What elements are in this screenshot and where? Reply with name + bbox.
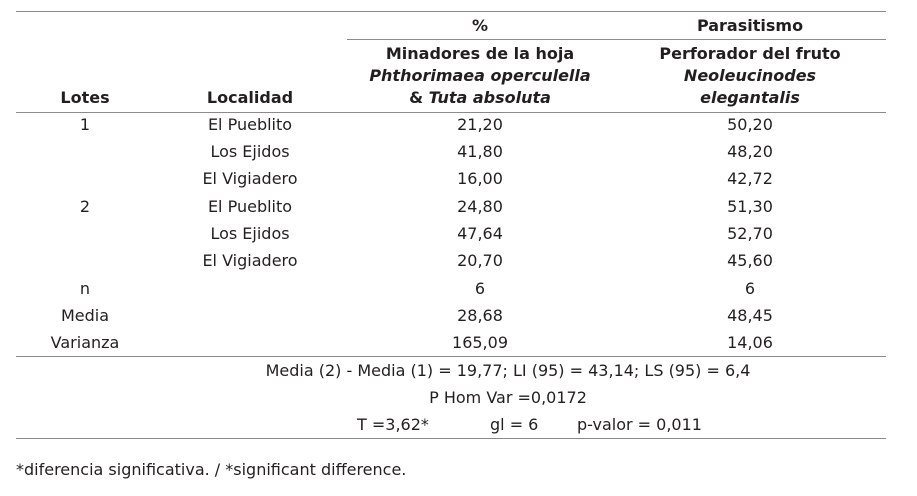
cell-value-2: 48,20 [727, 142, 773, 161]
cell-value-2: 6 [744, 279, 756, 298]
cell-localidad: Los Ejidos [210, 142, 290, 161]
header-col2-line2: Neoleucinodes [683, 66, 817, 85]
table-top-rule [16, 11, 886, 12]
cell-value-1: 6 [474, 279, 486, 298]
cell-localidad: El Pueblito [207, 115, 293, 134]
stats-p-value: p-valor = 0,011 [577, 415, 702, 434]
stats-t-value: T =3,62* [357, 415, 429, 434]
cell-localidad: El Vigiadero [202, 169, 298, 188]
cell-lote: 1 [79, 115, 91, 134]
stats-hom-var: P Hom Var =0,0172 [429, 388, 587, 407]
cell-value-1: 20,70 [457, 251, 503, 270]
table-bottom-rule [16, 438, 886, 439]
header-parasitism: Parasitismo [696, 16, 804, 35]
cell-value-2: 48,45 [727, 306, 773, 325]
cell-value-1: 28,68 [457, 306, 503, 325]
header-col1-line3 [409, 88, 551, 108]
cell-value-1: 16,00 [457, 169, 503, 188]
cell-lote: Varianza [50, 333, 120, 352]
cell-value-1: 41,80 [457, 142, 503, 161]
cell-localidad: El Pueblito [207, 197, 293, 216]
cell-value-2: 14,06 [727, 333, 773, 352]
header-percent: % [471, 16, 489, 35]
header-localidad: Localidad [206, 88, 294, 107]
cell-value-2: 45,60 [727, 251, 773, 270]
cell-localidad: El Vigiadero [202, 251, 298, 270]
cell-value-2: 42,72 [727, 169, 773, 188]
header-col2-line1: Perforador del fruto [659, 44, 841, 63]
header-col1-species: Tuta absoluta [428, 88, 551, 107]
cell-value-2: 52,70 [727, 224, 773, 243]
footnote: *diferencia significativa. / *significant difference. [16, 460, 407, 479]
cell-value-1: 21,20 [457, 115, 503, 134]
cell-lote: Media [60, 306, 110, 325]
cell-value-1: 165,09 [452, 333, 508, 352]
stats-difference: Media (2) - Media (1) = 19,77; LI (95) = 43,14; LS (95) = 6,4 [265, 361, 751, 380]
cell-lote: 2 [79, 197, 91, 216]
header-col1-amp: & [409, 88, 429, 107]
cell-localidad: Los Ejidos [210, 224, 290, 243]
cell-value-2: 51,30 [727, 197, 773, 216]
header-col2-line3: elegantalis [700, 88, 800, 107]
header-sub-rule [347, 39, 886, 40]
header-bottom-rule [16, 112, 886, 113]
stats-gl: gl = 6 [490, 415, 539, 434]
cell-value-1: 47,64 [457, 224, 503, 243]
cell-value-1: 24,80 [457, 197, 503, 216]
cell-lote: n [79, 279, 91, 298]
header-col1-line2: Phthorimaea operculella [369, 66, 591, 85]
body-bottom-rule [16, 356, 886, 357]
header-lotes: Lotes [60, 88, 110, 107]
cell-value-2: 50,20 [727, 115, 773, 134]
header-col1-line1: Minadores de la hoja [385, 44, 575, 63]
